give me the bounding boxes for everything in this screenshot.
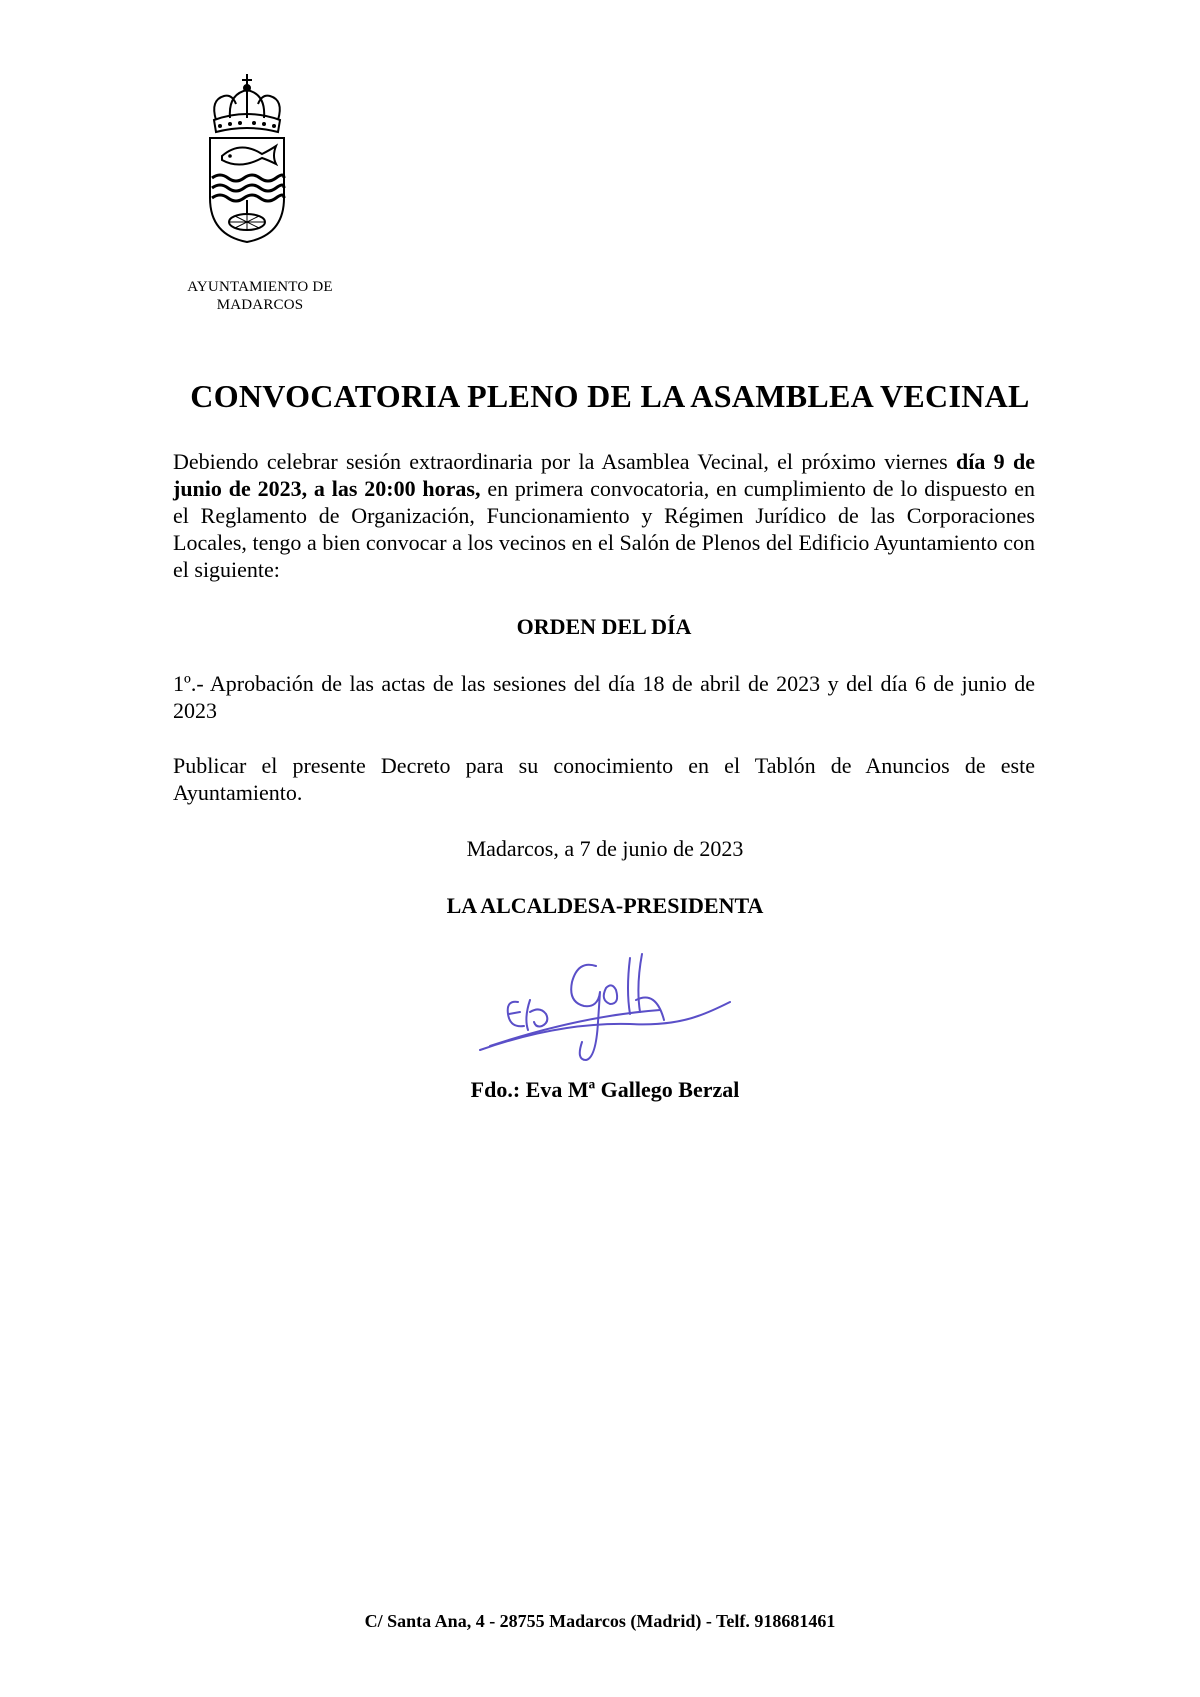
signer-role: LA ALCALDESA-PRESIDENTA	[446, 893, 764, 918]
intro-text-part1: Debiendo celebrar sesión extraordinaria por la Asamblea Vecinal, el próximo viernes	[173, 449, 957, 474]
agenda-title: ORDEN DEL DÍA	[516, 614, 692, 639]
place-date: Madarcos, a 7 de junio de 2023	[466, 836, 744, 861]
coat-of-arms-icon	[200, 70, 294, 245]
agenda-item: 1º.- Aprobación de las actas de las sesiones del día 18 de abril de 2023 y del día 6 de junio de 2023	[173, 671, 1035, 723]
organization-name-line2: MADARCOS	[216, 297, 304, 313]
meeting-date-time: día 9 de junio de 2023, a las 20:00 horas,	[173, 449, 1035, 501]
footer-address: C/ Santa Ana, 4 - 28755 Madarcos (Madrid) - Telf. 918681461	[364, 1611, 836, 1631]
intro-paragraph	[173, 448, 1035, 583]
organization-name	[150, 278, 370, 314]
handwritten-signature-icon	[460, 930, 740, 1070]
signer-name: Fdo.: Eva Mª Gallego Berzal	[470, 1077, 740, 1102]
intro-text-part2: en primera convocatoria, en cumplimiento de lo dispuesto en el Reglamento de Organización, Funcionamiento y Régimen Jurídico de las Corporaciones Locales, tengo a bien convocar a los vecinos en el Salón de Plenos del Edificio Ayuntamiento con el siguiente:	[173, 476, 1035, 582]
publication-paragraph: Publicar el presente Decreto para su conocimiento en el Tablón de Anuncios de este Ayuntamiento.	[173, 753, 1035, 805]
organization-name-line1: AYUNTAMIENTO DE	[187, 279, 333, 295]
document-title: CONVOCATORIA PLENO DE LA ASAMBLEA VECINAL	[190, 378, 1030, 414]
